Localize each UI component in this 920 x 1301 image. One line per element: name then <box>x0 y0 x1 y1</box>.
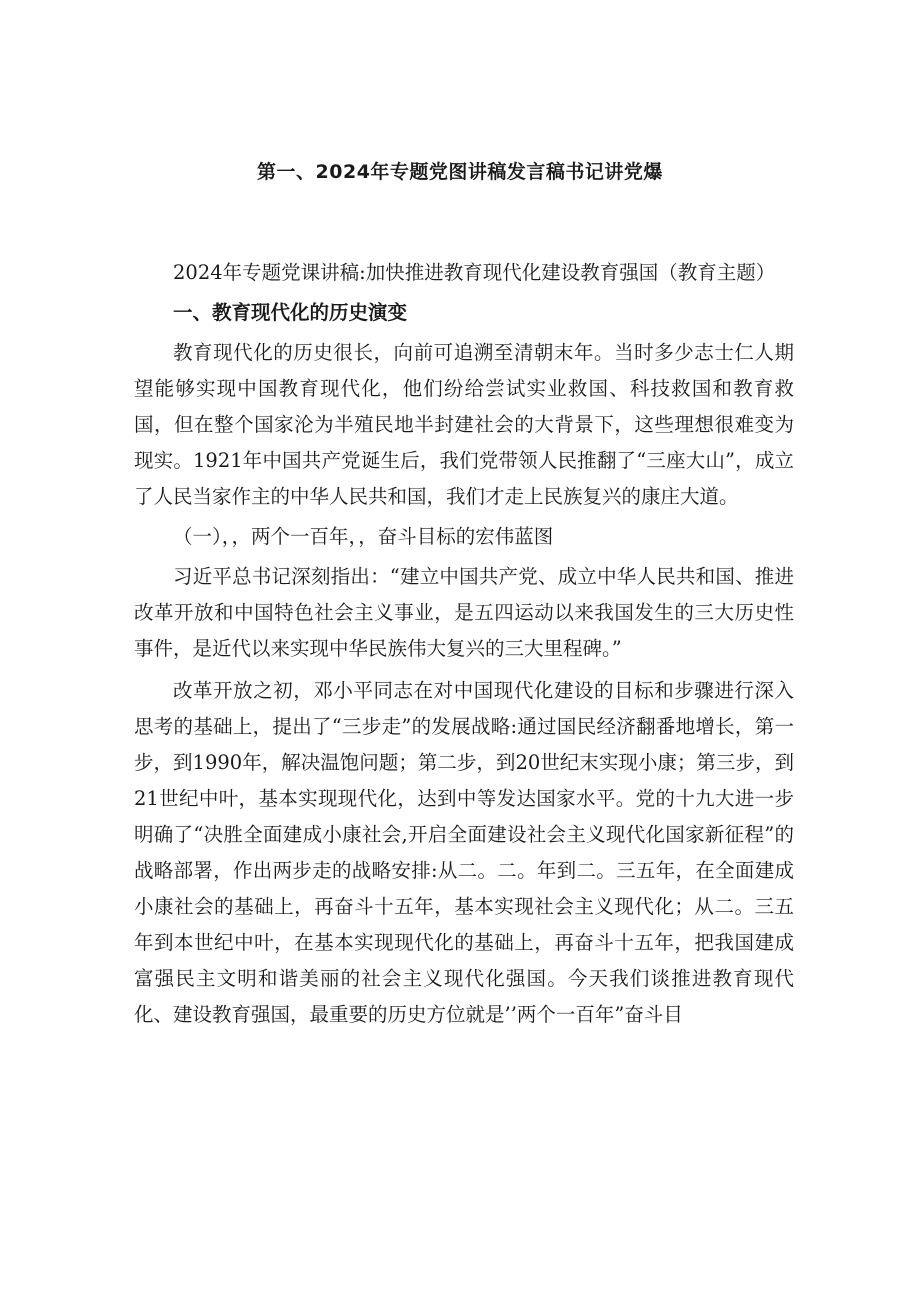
section-heading: 一、教育现代化的历史演变 <box>173 301 408 324</box>
paragraph-2-subheading: （一），，两个一百年，，奋斗目标的宏伟蓝图 <box>173 525 554 548</box>
document-body <box>134 255 794 1033</box>
paragraph-3-quote: 习近平总书记深刻指出：“建立中国共产党、成立中华人民共和国、推进改革开放和中国特色社会主义事业，是五四运动以来我国发生的三大历史性事件，是近代以来实现中华民族伟大复兴的三大里程碑。” <box>134 565 794 660</box>
document-title: 第一、2024年专题党图讲稿发言稿书记讲党爆 <box>257 161 663 183</box>
subtitle-line: 2024年专题党课讲稿:加快推进教育现代化建设教育强国（教育主题） <box>173 261 776 284</box>
paragraph-4: 改革开放之初，邓小平同志在对中国现代化建设的目标和步骤进行深入思考的基础上，提出了“三步走”的发展战略:通过国民经济翻番地增长，第一步，到1990年，解决温饱问题；第二步，到20世纪末实现小康；第三步，到21世纪中叶，基本实现现代化，达到中等发达国家水平。党的十九大进一步明确了“决胜全面建成小康社会,开启全面建设社会主义现代化国家新征程”的战略部署，作出两步走的战略安排:从二。二。年到二。三五年，在全面建成小康社会的基础上，再奋斗十五年，基本实现社会主义现代化；从二。三五年到本世纪中叶，在基本实现现代化的基础上，再奋斗十五年，把我国建成富强民主文明和谐美丽的社会主义现代化强国。今天我们谈推进教育现代化、建设教育强国，最重要的历史方位就是’’两个一百年”奋斗目 <box>134 679 794 1026</box>
paragraph-1: 教育现代化的历史很长，向前可追溯至清朝末年。当时多少志士仁人期望能够实现中国教育现代化，他们纷给尝试实业救国、科技救国和教育救国，但在整个国家沦为半殖民地半封建社会的大背景下，这些理想很难变为现实。1921年中国共产党诞生后，我们党带领人民推翻了“三座大山”，成立了人民当家作主的中华人民共和国，我们才走上民族复兴的康庄大道。 <box>134 341 794 508</box>
